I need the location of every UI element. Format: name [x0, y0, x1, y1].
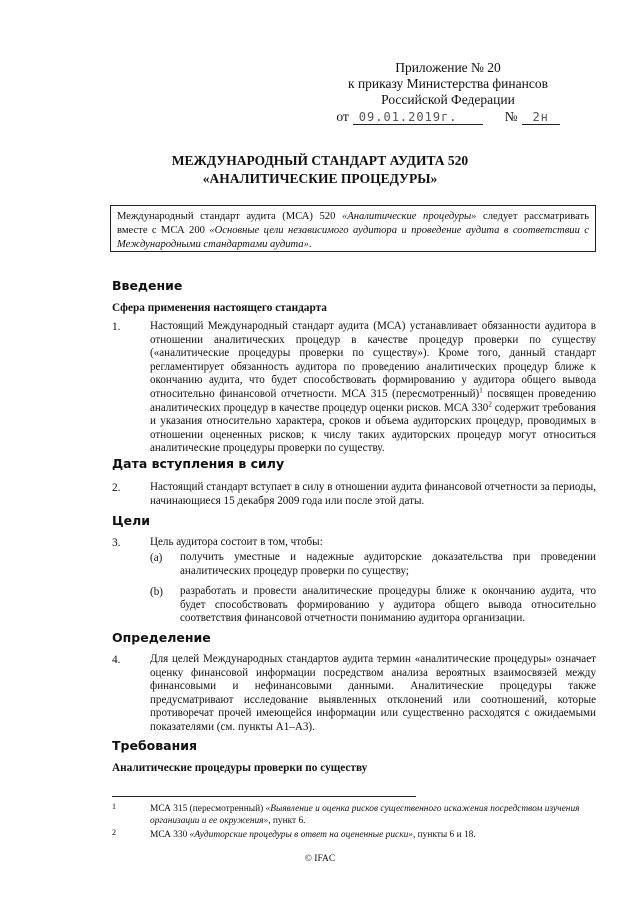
- appendix-header: [318, 60, 578, 125]
- footnote-ref-2: 2: [488, 399, 492, 408]
- note-text-2: следует рассматривать вместе с МСА 200: [117, 211, 589, 236]
- date-prefix: от: [336, 109, 349, 124]
- paragraph-3a: получить уместные и надежные аудиторские доказательства при проведении аналитических процедур проверки по существу;: [180, 551, 596, 577]
- scope-note-box: [110, 205, 596, 252]
- paragraph-1: [150, 320, 596, 456]
- note-em-2: «Основные цели независимого аудитора и проведение аудита в соответствии с Международными стандартами аудита»: [117, 225, 589, 250]
- appendix-line-1: Приложение № 20: [395, 60, 501, 75]
- appendix-line-2: к приказу Министерства финансов: [348, 76, 548, 91]
- footnote-1-text-a: МСА 315 (пересмотренный): [150, 804, 266, 814]
- note-text-1: Международный стандарт аудита (МСА) 520: [117, 211, 342, 222]
- paragraph-1-text-c: содержит требования и указания относительно характера, сроков и объема аудиторских процедур, проводимых в отношении оцененных рисков; к числу таких аудиторских процедур могут относиться аналитические процедуры проверки по существу.: [150, 401, 596, 455]
- paragraph-4: Для целей Международных стандартов аудита термин «аналитические процедуры» означает оценку финансовой информации посредством анализа вероятных взаимосвязей между финансовыми и нефинансовыми данными. Аналитические процедуры также предусматривают исследование выявленных отклонений или соотношений, которые противоречат прочей имеющейся информации или существенно расходятся с ожидаемыми показателями (см. пункты A1–A3).: [150, 653, 596, 733]
- title-line-2: «АНАЛИТИЧЕСКИЕ ПРОЦЕДУРЫ»: [202, 171, 438, 186]
- heading-introduction: Введение: [112, 278, 183, 293]
- heading-definition: Определение: [112, 630, 211, 645]
- title-line-1: МЕЖДУНАРОДНЫЙ СТАНДАРТ АУДИТА 520: [171, 153, 469, 168]
- heading-requirements: Требования: [112, 738, 198, 753]
- heading-scope: Сфера применения настоящего стандарта: [112, 302, 327, 314]
- footnote-2-text-a: МСА 330: [150, 830, 190, 840]
- footnote-divider: [112, 796, 416, 797]
- footnote-2-text-b: , пункты 6 и 18.: [412, 830, 476, 840]
- footnote-2: [150, 829, 596, 841]
- paragraph-1-text-b: посвящен проведению аналитических процедур в качестве процедур оценки рисков. МСА 330: [150, 387, 596, 414]
- note-text-3: .: [308, 239, 312, 250]
- footnote-2-em: «Аудиторские процедуры в ответ на оцененные риски»: [189, 830, 413, 840]
- paragraph-1-text-a: Настоящий Международный стандарт аудита (МСА) устанавливает обязанности аудитора в отношении аналитических процедур в качестве процедур проверки по существу («аналитические процедуры проверки по существу»). Кроме того, данный стандарт регламентирует обязанность аудитора по проведению аналитических процедур ближе к окончанию аудита, что будет способствовать формированию у аудитора общего вывода относительно финансовой отчетности. МСА 315 (пересмотренный): [150, 320, 596, 400]
- heading-substantive-procedures: Аналитические процедуры проверки по существу: [112, 762, 368, 774]
- order-number-handwritten: 2н: [522, 110, 560, 125]
- heading-effective-date: Дата вступления в силу: [112, 456, 285, 471]
- paragraph-3b: разработать и провести аналитические процедуры ближе к окончанию аудита, что будет способствовать формированию у аудитора общего вывода относительно соответствия финансовой отчетности пониманию аудитора организации.: [180, 585, 596, 625]
- paragraph-1-number: 1.: [112, 321, 121, 333]
- appendix-line-3: Российской Федерации: [381, 92, 515, 107]
- paragraph-3b-label: (b): [150, 586, 163, 598]
- heading-objectives: Цели: [112, 513, 150, 528]
- copyright-footer: © IFAC: [304, 854, 336, 864]
- paragraph-2-number: 2.: [112, 482, 121, 494]
- footnote-1: [150, 803, 596, 827]
- footnote-1-mark: 1: [112, 802, 116, 811]
- note-em-1: «Аналитические процедуры»: [341, 211, 477, 222]
- paragraph-3: Цель аудитора состоит в том, чтобы:: [150, 536, 323, 548]
- footnote-ref-1: 1: [479, 386, 483, 395]
- document-title: [0, 152, 640, 188]
- order-date-line: [318, 109, 578, 125]
- paragraph-3a-label: (a): [150, 552, 163, 564]
- paragraph-3-number: 3.: [112, 537, 121, 549]
- footnote-2-mark: 2: [112, 828, 116, 837]
- paragraph-4-number: 4.: [112, 654, 121, 666]
- order-date-handwritten: 09.01.2019г.: [353, 110, 483, 125]
- order-number-label: №: [504, 109, 518, 124]
- footnote-1-em: «Выявление и оценка рисков существенного искажения посредством изучения организации и ее окружения»: [150, 804, 580, 826]
- footnote-1-text-b: , пункт 6.: [268, 816, 306, 826]
- paragraph-2: Настоящий стандарт вступает в силу в отношении аудита финансовой отчетности за периоды, начинающиеся 15 декабря 2009 года или после этой даты.: [150, 481, 596, 507]
